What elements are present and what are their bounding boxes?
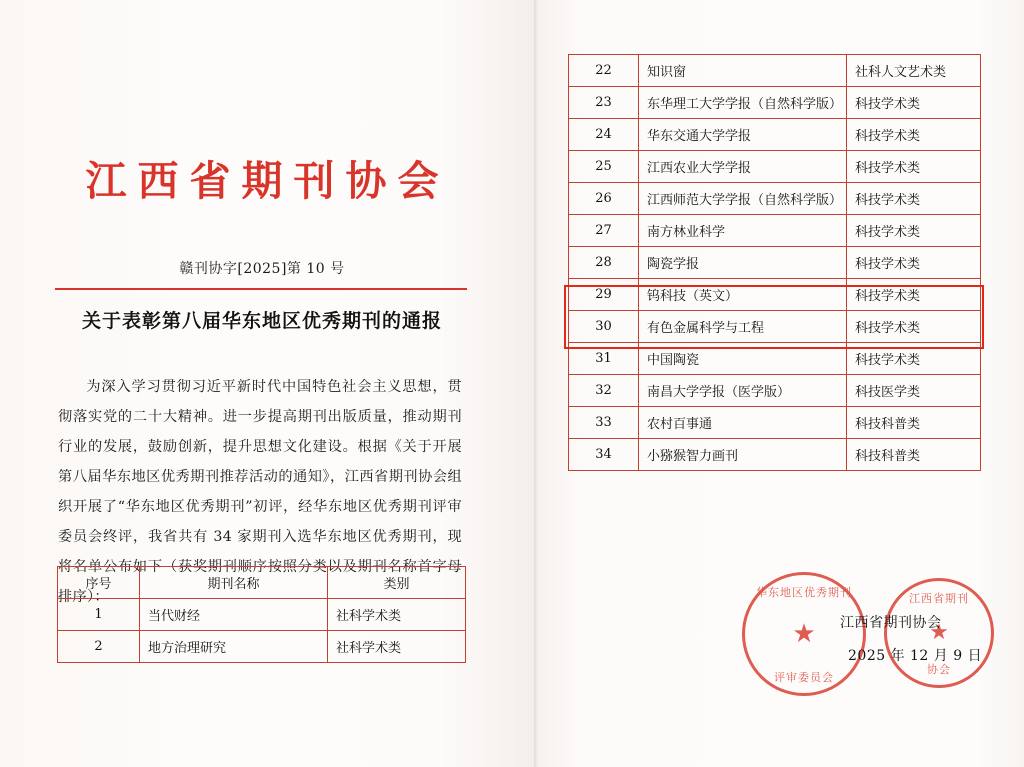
cell-category: 科技学术类 — [847, 215, 981, 247]
cell-category: 科技学术类 — [847, 343, 981, 375]
cell-journal-name: 南方林业科学 — [639, 215, 847, 247]
table-header-row — [58, 567, 466, 599]
table-row — [569, 55, 981, 87]
cell-journal-name: 钨科技（英文） — [639, 279, 847, 311]
column-header-category: 类别 — [328, 567, 466, 599]
document-number: 赣刊协字[2025]第 10 号 — [179, 261, 345, 277]
cell-journal-name: 有色金属科学与工程 — [639, 311, 847, 343]
seal-top-text: 华东地区优秀期刊 — [756, 586, 852, 599]
seal-top-text: 江西省期刊 — [909, 592, 969, 605]
cell-category: 科技学术类 — [847, 279, 981, 311]
star-icon: ★ — [792, 619, 816, 649]
cell-category: 科技学术类 — [847, 119, 981, 151]
seal-review-committee — [742, 572, 866, 696]
table-row — [569, 151, 981, 183]
cell-index: 34 — [569, 439, 639, 471]
cell-category: 社科人文艺术类 — [847, 55, 981, 87]
table-row — [569, 311, 981, 343]
table-row — [58, 631, 466, 663]
cell-category: 科技科普类 — [847, 439, 981, 471]
seal-bottom-text: 评审委员会 — [774, 671, 834, 684]
cell-journal-name: 华东交通大学学报 — [639, 119, 847, 151]
table-row — [569, 439, 981, 471]
cell-index: 22 — [569, 55, 639, 87]
cell-journal-name: 江西农业大学学报 — [639, 151, 847, 183]
cell-category: 科技学术类 — [847, 311, 981, 343]
table-row — [569, 183, 981, 215]
cell-index: 25 — [569, 151, 639, 183]
cell-category: 科技医学类 — [847, 375, 981, 407]
cell-index: 26 — [569, 183, 639, 215]
column-header-index: 序号 — [58, 567, 140, 599]
cell-category: 科技学术类 — [847, 87, 981, 119]
journal-table-left — [57, 566, 466, 663]
cell-category: 社科学术类 — [328, 599, 466, 631]
table-row — [569, 407, 981, 439]
cell-index: 30 — [569, 311, 639, 343]
table-row — [569, 375, 981, 407]
page-title: 江西省期刊协会 — [85, 157, 450, 205]
signature-organization: 江西省期刊协会 — [840, 615, 942, 631]
cell-journal-name: 中国陶瓷 — [639, 343, 847, 375]
cell-journal-name: 地方治理研究 — [140, 631, 328, 663]
cell-journal-name: 小猕猴智力画刊 — [639, 439, 847, 471]
document-body: 为深入学习贯彻习近平新时代中国特色社会主义思想，贯彻落实党的二十大精神。进一步提高期刊出版质量，推动期刊行业的发展，鼓励创新，提升思想文化建设。根据《关于开展第八届华东地区优秀期刊推荐活动的通知》，江西省期刊协会组织开展了“华东地区优秀期刊”初评，经华东地区优秀期刊评审委员会终评，我省共有 34 家期刊入选华东地区优秀期刊，现将名单公布如下（获奖期刊顺序按照分类以及期刊名称首字母排序）： — [58, 379, 462, 605]
cell-index: 31 — [569, 343, 639, 375]
cell-index: 1 — [58, 599, 140, 631]
cell-index: 27 — [569, 215, 639, 247]
cell-journal-name: 江西师范大学学报（自然科学版） — [639, 183, 847, 215]
cell-category: 科技学术类 — [847, 151, 981, 183]
seal-bottom-text: 协会 — [927, 663, 951, 676]
table-row — [58, 599, 466, 631]
table-row — [569, 87, 981, 119]
star-icon: ★ — [929, 620, 949, 645]
table-row — [569, 247, 981, 279]
cell-index: 24 — [569, 119, 639, 151]
cell-index: 28 — [569, 247, 639, 279]
cell-category: 科技学术类 — [847, 247, 981, 279]
table-row — [569, 215, 981, 247]
cell-category: 社科学术类 — [328, 631, 466, 663]
page-fold — [534, 0, 538, 767]
cell-index: 23 — [569, 87, 639, 119]
cell-index: 29 — [569, 279, 639, 311]
table-row — [569, 343, 981, 375]
table-row — [569, 279, 981, 311]
cell-journal-name: 陶瓷学报 — [639, 247, 847, 279]
title-divider — [55, 288, 467, 290]
cell-journal-name: 农村百事通 — [639, 407, 847, 439]
column-header-name: 期刊名称 — [140, 567, 328, 599]
cell-index: 33 — [569, 407, 639, 439]
journal-table-right — [568, 54, 981, 471]
signature-date: 2025 年 12 月 9 日 — [848, 648, 983, 664]
document-subject: 关于表彰第八届华东地区优秀期刊的通报 — [81, 310, 442, 332]
cell-index: 32 — [569, 375, 639, 407]
cell-index: 2 — [58, 631, 140, 663]
cell-journal-name: 东华理工大学学报（自然科学版） — [639, 87, 847, 119]
seal-jiangxi-association — [884, 578, 994, 688]
table-row — [569, 119, 981, 151]
cell-category: 科技学术类 — [847, 183, 981, 215]
cell-journal-name: 南昌大学学报（医学版） — [639, 375, 847, 407]
cell-journal-name: 知识窗 — [639, 55, 847, 87]
cell-journal-name: 当代财经 — [140, 599, 328, 631]
cell-category: 科技科普类 — [847, 407, 981, 439]
